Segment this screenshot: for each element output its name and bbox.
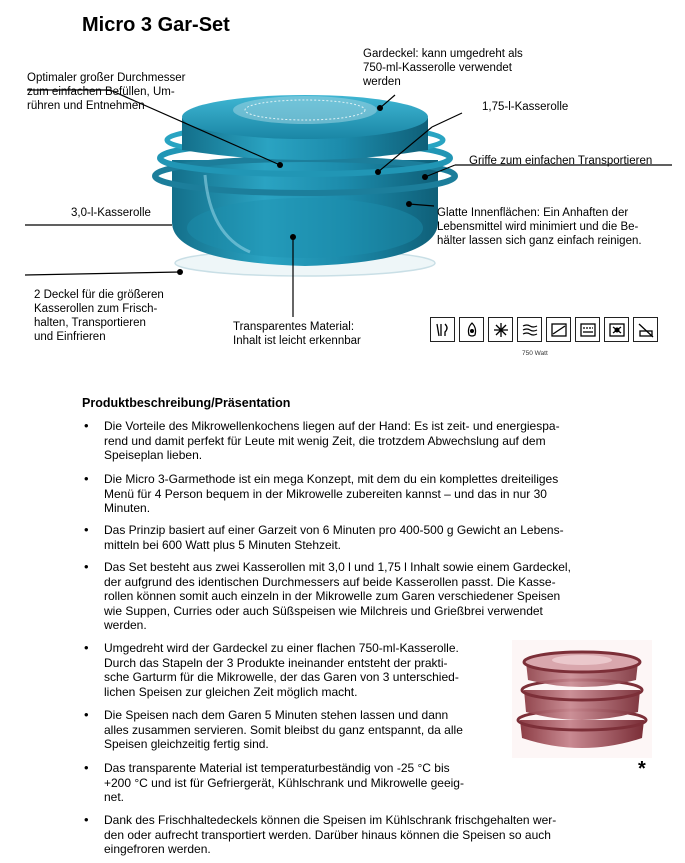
page-title: Micro 3 Gar-Set	[82, 14, 230, 36]
microwave-icon	[517, 317, 542, 342]
callout-handles: Griffe zum einfachen Transportieren	[469, 155, 653, 167]
callout-small-casserole: 1,75-l-Kasserolle	[482, 101, 569, 113]
usage-icons	[430, 317, 658, 342]
list-item: • Die Speisen nach dem Garen 5 Minuten stehen lassen und dann alles zusammen servieren. Somit bleibst du ganz entspannt, da alle Speisen gleichzeitig fertig sind.	[104, 708, 494, 752]
grill-icon	[575, 317, 600, 342]
callout-material: Transparentes Material: Inhalt ist leicht erkennbar	[233, 321, 361, 347]
callout-lid: Gardeckel: kann umgedreht als 750-ml-Kasserolle verwendet werden	[363, 48, 523, 88]
list-item: • Die Micro 3-Garmethode ist ein mega Konzept, mit dem du ein komplettes dreiteiliges Menü für 4 Person bequem in der Mikrowelle zubereiten kannst – und das in nur 30 Minuten.	[104, 472, 610, 516]
stacked-casseroles-image	[512, 640, 652, 758]
freezer-icon	[488, 317, 513, 342]
list-item: • Die Vorteile des Mikrowellenkochens liegen auf der Hand: Es ist zeit- und energiespa- rend und damit perfekt für Leute mit wenig Zeit, die trotzdem Abwechslung auf dem Speiseplan lieben.	[104, 419, 610, 463]
watt-label: 750 Watt	[522, 350, 548, 357]
dishwasher-icon	[430, 317, 455, 342]
callout-diameter: Optimaler großer Durchmesser zum einfachen Befüllen, Um- rühren und Entnehmen	[27, 72, 186, 112]
footnote-mark: *	[638, 758, 646, 780]
fridge-storage-icon	[459, 317, 484, 342]
list-item: • Umgedreht wird der Gardeckel zu einer flachen 750-ml-Kasserolle. Durch das Stapeln der 3 Produkte ineinander entsteht der prakti- sche Garturm für die Mikrowelle, der das Garen von 3 unterschied- lichen Speisen zur gleichen Zeit möglich macht.	[104, 641, 494, 699]
list-item: • Das Prinzip basiert auf einer Garzeit von 6 Minuten pro 400-500 g Gewicht an Lebens- mitteln bei 600 Watt plus 5 Minuten Stehzeit.	[104, 523, 610, 552]
callout-large-casserole: 3,0-l-Kasserolle	[71, 207, 151, 219]
callout-inner-surfaces: Glatte Innenflächen: Ein Anhaften der Lebensmittel wird minimiert und die Be- hälter lassen sich ganz einfach reinigen.	[437, 207, 642, 247]
oven-icon	[546, 317, 571, 342]
list-item: • Das transparente Material ist temperaturbeständig von -25 °C bis +200 °C und ist für Gefriergerät, Kühlschrank und Mikrowelle geeig- net.	[104, 761, 494, 805]
list-item: • Das Set besteht aus zwei Kasserollen mit 3,0 l und 1,75 l Inhalt sowie einem Gardeckel, der aufgrund des identischen Durchmessers auf beide Kasserollen passt. Die Kasse- rollen können somit auch einzeln in der Mikrowelle zum Garen verschiedener Speisen wie Suppen, Curries oder auch Süßspeisen wie Milchreis und Grießbrei verwendet werden.	[104, 560, 610, 633]
no-stove-icon	[633, 317, 658, 342]
list-item: • Dank des Frischhaltedeckels können die Speisen im Kühlschrank frischgehalten wer- den oder aufrecht transportiert werden. Darüber hinaus können die Speisen so auch eingefroren werden.	[104, 813, 610, 857]
combi-icon	[604, 317, 629, 342]
callout-seal-lids: 2 Deckel für die größeren Kasserollen zum Frisch- halten, Transportieren und Einfrieren	[34, 289, 164, 343]
section-title: Produktbeschreibung/Präsentation	[82, 396, 291, 410]
